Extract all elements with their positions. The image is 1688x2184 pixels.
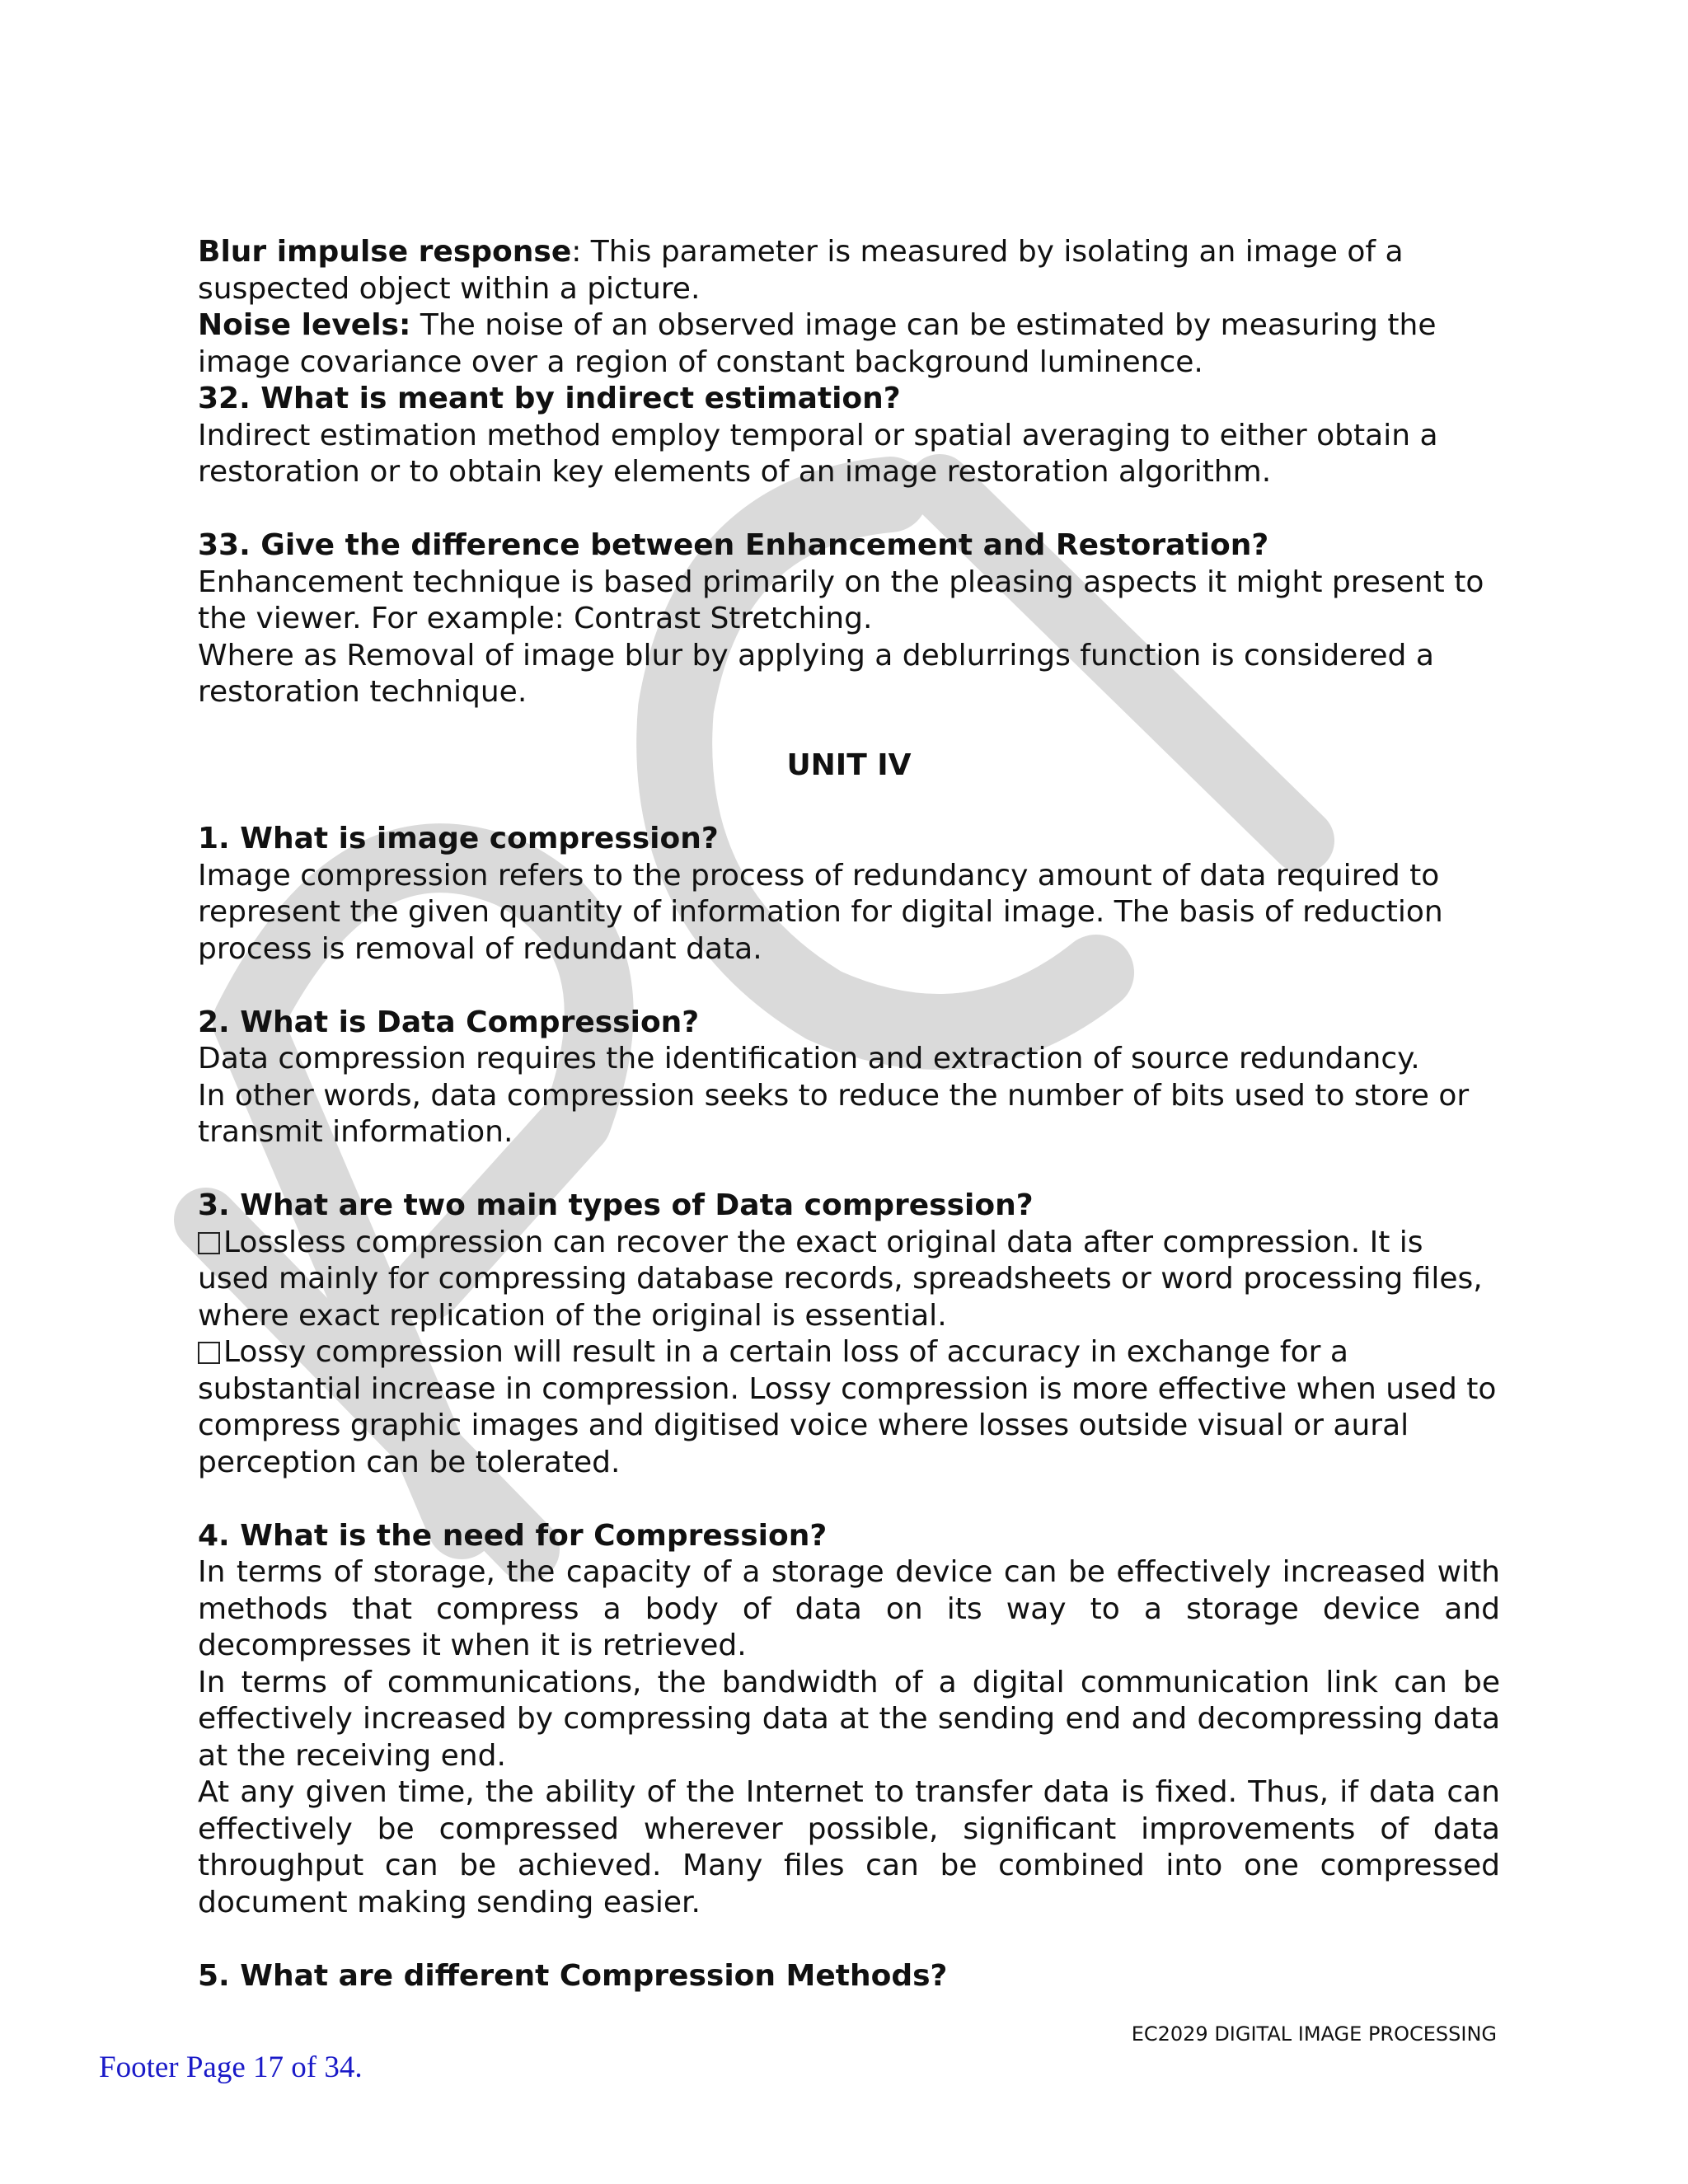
question-heading: 5. What are different Compression Methods?: [198, 1958, 948, 1993]
bullet-text: Lossless compression can recover the exact original data after compression. It is used mainly for compressing database records, spreadsheets or word processing files, where exact replication of the original is essential.: [198, 1225, 1483, 1333]
answer-paragraph: At any given time, the ability of the Internet to transfer data is fixed. Thus, if data can effectively be compressed wherever possible, significant improvements of data throughput can be achieved. Many files can be combined into one compressed document making sending easier.: [198, 1775, 1500, 1919]
paragraph-gap: [198, 968, 1500, 1005]
page-footer: Footer Page 17 of 34.: [99, 2050, 363, 2084]
paragraph-gap: [198, 491, 1500, 528]
question-heading: 3. What are two main types of Data compression?: [198, 1188, 1034, 1222]
question-heading: 1. What is image compression?: [198, 822, 719, 855]
paragraph-gap: [198, 1481, 1500, 1518]
checkbox-bullet-icon: [198, 1342, 220, 1364]
bullet-text: Lossy compression will result in a certain loss of accuracy in exchange for a substantial increase in compression. Lossy compression is more effective when used to compress graphic images and digitised voice where losses outside visual or aural perception can be tolerated.: [198, 1335, 1497, 1479]
definition-paragraph: [198, 234, 1500, 307]
answer-paragraph: In terms of storage, the capacity of a storage device can be effectively increased with methods that compress a body of data on its way to a storage device and decompresses it when it is retrieved.: [198, 1555, 1500, 1662]
paragraph-gap: [198, 1151, 1500, 1188]
definition-term: Blur impulse response: [198, 235, 572, 269]
answer-paragraph: In terms of communications, the bandwidth of a digital communication link can be effectively increased by compressing data at the sending end and decompressing data at the receiving end.: [198, 1665, 1500, 1773]
paragraph-gap: [198, 711, 1500, 748]
paragraph-gap: [198, 1921, 1500, 1958]
question-heading: 2. What is Data Compression?: [198, 1005, 700, 1039]
definition-text: : This parameter is measured by isolating an image of a suspected object within a picture.: [198, 235, 1404, 306]
bullet-item: [198, 1225, 1500, 1335]
answer-paragraph: Enhancement technique is based primarily on the pleasing aspects it might present to the viewer. For example: Contrast Stretching.: [198, 565, 1484, 635]
paragraph-gap: [198, 785, 1500, 822]
question-heading: 32. What is meant by indirect estimation?: [198, 382, 901, 415]
answer-paragraph: Image compression refers to the process of redundancy amount of data required to represent the given quantity of information for digital image. The basis of reduction process is removal of redundant data.: [198, 858, 1443, 966]
definition-term: Noise levels:: [198, 308, 411, 342]
unit-heading: UNIT IV: [786, 748, 912, 782]
document-body: [198, 234, 1500, 1994]
running-footer: EC2029 DIGITAL IMAGE PROCESSING: [1131, 2022, 1497, 2046]
answer-paragraph: Data compression requires the identification and extraction of source redundancy.: [198, 1042, 1420, 1076]
question-heading: 4. What is the need for Compression?: [198, 1518, 828, 1553]
definition-paragraph: [198, 307, 1500, 381]
bullet-item: [198, 1334, 1500, 1481]
question-heading: 33. Give the difference between Enhancement and Restoration?: [198, 528, 1269, 562]
answer-paragraph: Where as Removal of image blur by applying a deblurrings function is considered a restoration technique.: [198, 638, 1434, 709]
answer-paragraph: Indirect estimation method employ temporal or spatial averaging to either obtain a restoration or to obtain key elements of an image restoration algorithm.: [198, 418, 1438, 489]
answer-paragraph: In other words, data compression seeks to reduce the number of bits used to store or transmit information.: [198, 1078, 1470, 1149]
definition-text: The noise of an observed image can be estimated by measuring the image covariance over a region of constant background luminence.: [198, 308, 1437, 379]
checkbox-bullet-icon: [198, 1232, 220, 1254]
